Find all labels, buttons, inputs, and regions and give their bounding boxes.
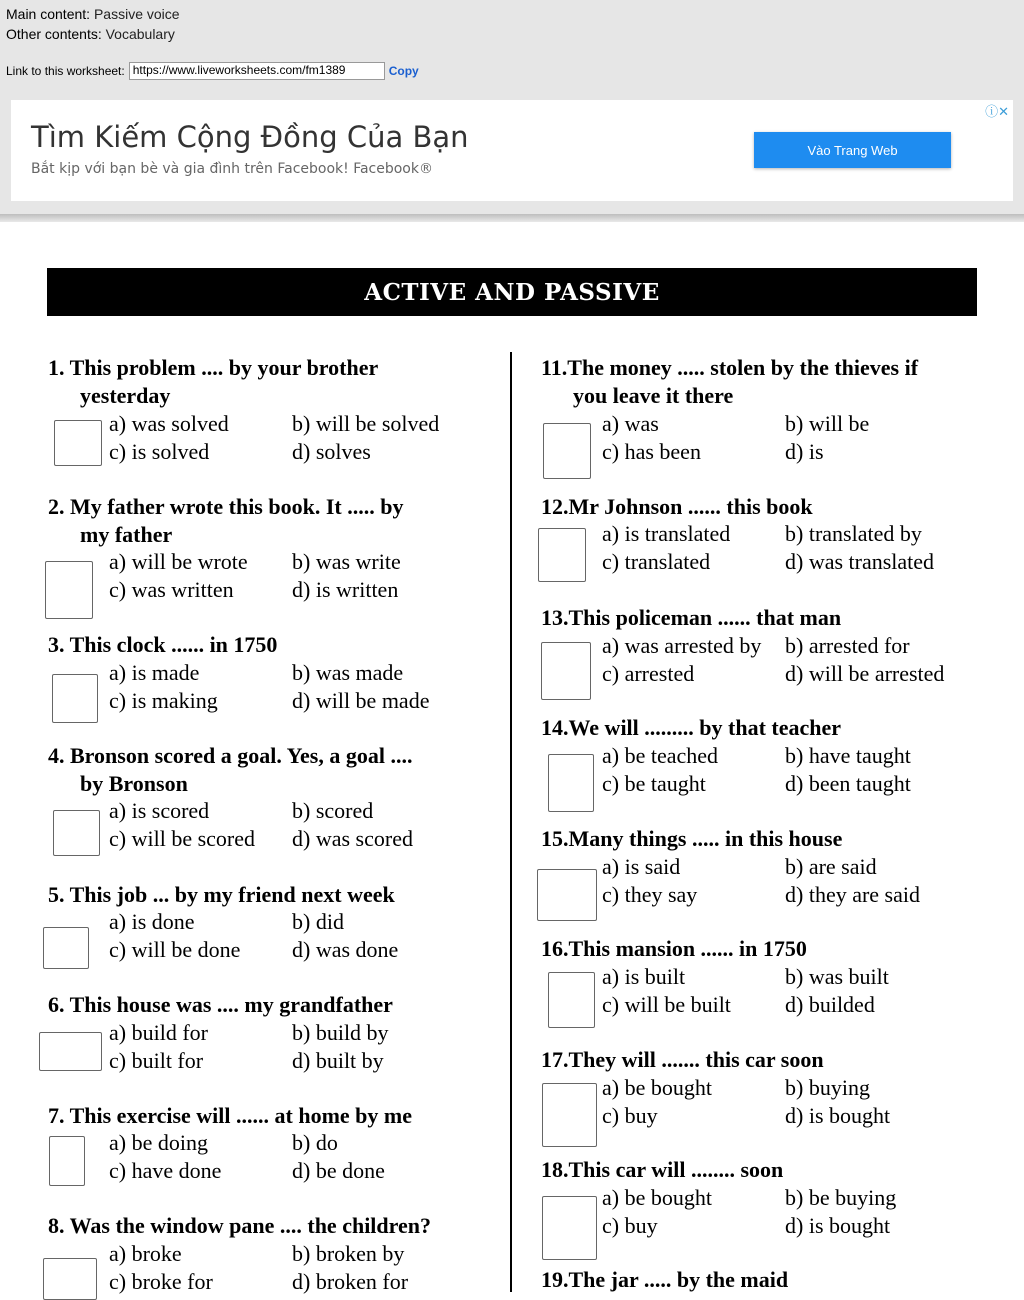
option-c: c) broke for <box>109 1269 213 1294</box>
question-line: 8. Was the window pane .... the children? <box>48 1213 432 1238</box>
option-d: d) was done <box>292 937 399 962</box>
option-d: d) they are said <box>785 882 920 907</box>
option-d: d) is written <box>292 577 399 602</box>
option-c: c) they say <box>602 882 698 907</box>
question-17-text <box>541 1046 824 1074</box>
option-d: d) builded <box>785 992 875 1017</box>
option-b: b) translated by <box>785 521 922 546</box>
option-a: a) is made <box>109 660 200 685</box>
question-line: 18.This car will ........ soon <box>541 1157 784 1182</box>
answer-box[interactable] <box>43 927 89 969</box>
option-b: b) buying <box>785 1075 870 1100</box>
question-18-text <box>541 1156 783 1184</box>
answer-box[interactable] <box>543 423 591 479</box>
option-c: c) buy <box>602 1103 658 1128</box>
question-4-text <box>48 742 412 798</box>
option-b: b) have taught <box>785 743 911 768</box>
option-a: a) was solved <box>109 411 229 436</box>
option-b: b) did <box>292 909 344 934</box>
answer-box[interactable] <box>52 674 98 723</box>
option-c: c) is solved <box>109 439 210 464</box>
question-7-text <box>48 1102 412 1130</box>
option-a: a) is done <box>109 909 195 934</box>
option-b: b) broken by <box>292 1241 405 1266</box>
question-13-text <box>541 604 841 632</box>
option-d: d) is bought <box>785 1103 891 1128</box>
answer-box[interactable] <box>538 528 586 582</box>
answer-box[interactable] <box>542 1196 597 1260</box>
question-line: 5. This job ... by my friend next week <box>48 882 395 907</box>
option-a: a) was arrested by <box>602 633 762 658</box>
ad-title[interactable]: Tìm Kiếm Cộng Đồng Của Bạn <box>31 120 469 154</box>
header-shadow <box>0 214 1024 222</box>
option-c: c) buy <box>602 1213 658 1238</box>
question-12-text <box>541 493 813 521</box>
option-d: d) is bought <box>785 1213 891 1238</box>
question-line: 11.The money ..... stolen by the thieves if <box>541 355 919 380</box>
option-b: b) arrested for <box>785 633 910 658</box>
option-c: c) built for <box>109 1048 204 1073</box>
main-content-value: Passive voice <box>93 6 180 22</box>
option-a: a) will be wrote <box>109 549 248 574</box>
question-line: 15.Many things ..... in this house <box>541 826 843 851</box>
question-2-text <box>48 493 403 549</box>
question-8-text <box>48 1212 431 1240</box>
question-line: 14.We will ......... by that teacher <box>541 715 842 740</box>
option-c: c) will be scored <box>109 826 255 851</box>
option-d: d) was scored <box>292 826 413 851</box>
question-line: 2. My father wrote this book. It ..... by <box>48 494 404 519</box>
option-b: b) scored <box>292 798 374 823</box>
option-a: a) broke <box>109 1241 182 1266</box>
question-line: 16.This mansion ...... in 1750 <box>541 936 807 961</box>
option-d: d) been taught <box>785 771 911 796</box>
option-c: c) has been <box>602 439 701 464</box>
option-a: a) be doing <box>109 1130 208 1155</box>
question-line: 7. This exercise will ...... at home by me <box>48 1103 412 1128</box>
option-c: c) will be done <box>109 937 241 962</box>
question-11-text <box>541 354 918 410</box>
answer-box[interactable] <box>542 1083 597 1147</box>
option-d: d) was translated <box>785 549 935 574</box>
option-d: d) built by <box>292 1048 384 1073</box>
question-line: 13.This policeman ...... that man <box>541 605 842 630</box>
option-a: a) is built <box>602 964 686 989</box>
option-c: c) be taught <box>602 771 706 796</box>
option-b: b) was made <box>292 660 404 685</box>
option-d: d) solves <box>292 439 371 464</box>
answer-box[interactable] <box>53 810 100 856</box>
question-line: 3. This clock ...... in 1750 <box>48 632 278 657</box>
answer-box[interactable] <box>541 642 591 700</box>
other-content-row <box>6 26 175 42</box>
ad-close-icon[interactable]: ⓘ✕ <box>985 104 1009 119</box>
option-b: b) was built <box>785 964 889 989</box>
option-a: a) was <box>602 411 659 436</box>
ad-visit-button[interactable]: Vào Trang Web <box>754 132 951 168</box>
question-line: you leave it there <box>573 383 734 408</box>
option-c: c) translated <box>602 549 711 574</box>
worksheet-info-bar <box>0 0 1024 222</box>
question-line: my father <box>80 522 173 547</box>
option-b: b) will be <box>785 411 870 436</box>
option-d: d) is <box>785 439 824 464</box>
option-a: a) be bought <box>602 1075 712 1100</box>
worksheet-title: ACTIVE AND PASSIVE <box>47 268 977 316</box>
option-b: b) will be solved <box>292 411 440 436</box>
question-19-text <box>541 1266 788 1294</box>
answer-box[interactable] <box>537 869 597 921</box>
option-a: a) is said <box>602 854 681 879</box>
question-line: 6. This house was .... my grandfather <box>48 992 393 1017</box>
question-line: 17.They will ....... this car soon <box>541 1047 824 1072</box>
option-c: c) was written <box>109 577 234 602</box>
other-content-value: Vocabulary <box>105 26 175 42</box>
question-6-text <box>48 991 393 1019</box>
main-content-row <box>6 6 180 22</box>
option-a: a) be bought <box>602 1185 712 1210</box>
question-3-text <box>48 631 277 659</box>
option-d: d) broken for <box>292 1269 409 1294</box>
question-1-text <box>48 354 378 410</box>
option-b: b) do <box>292 1130 338 1155</box>
worksheet-link-row <box>6 62 419 80</box>
ad-banner[interactable] <box>11 100 1013 201</box>
option-b: b) are said <box>785 854 877 879</box>
option-a: a) be teached <box>602 743 719 768</box>
question-15-text <box>541 825 842 853</box>
answer-box[interactable] <box>54 420 102 466</box>
question-16-text <box>541 935 807 963</box>
question-line: 1. This problem .... by your brother <box>48 355 379 380</box>
option-b: b) be buying <box>785 1185 897 1210</box>
question-line: by Bronson <box>80 771 188 796</box>
option-c: c) arrested <box>602 661 695 686</box>
answer-box[interactable] <box>49 1136 85 1186</box>
question-line: yesterday <box>80 383 171 408</box>
other-content-label: Other contents: <box>6 26 102 42</box>
option-c: c) will be built <box>602 992 731 1017</box>
answer-box[interactable] <box>43 1258 97 1300</box>
option-d: d) will be made <box>292 688 430 713</box>
option-a: a) is translated <box>602 521 731 546</box>
worksheet-link-input[interactable]: https://www.liveworksheets.com/fm1389 <box>129 62 385 80</box>
column-divider <box>510 352 512 1292</box>
answer-box[interactable] <box>39 1032 102 1071</box>
copy-link-button[interactable]: Copy <box>388 64 419 78</box>
option-a: a) is scored <box>109 798 210 823</box>
option-d: d) be done <box>292 1158 385 1183</box>
question-14-text <box>541 714 841 742</box>
question-5-text <box>48 881 395 909</box>
ad-subtitle: Bắt kịp với bạn bè và gia đình trên Facebook! Facebook® <box>31 161 433 177</box>
option-d: d) will be arrested <box>785 661 945 686</box>
answer-box[interactable] <box>548 754 594 812</box>
link-label: Link to this worksheet: <box>6 64 125 78</box>
question-line: 19.The jar ..... by the maid <box>541 1267 789 1292</box>
question-line: 4. Bronson scored a goal. Yes, a goal .... <box>48 743 413 768</box>
option-b: b) was write <box>292 549 401 574</box>
question-line: 12.Mr Johnson ...... this book <box>541 494 813 519</box>
main-content-label: Main content: <box>6 6 91 22</box>
option-c: c) have done <box>109 1158 222 1183</box>
answer-box[interactable] <box>548 972 595 1028</box>
option-b: b) build by <box>292 1020 389 1045</box>
option-a: a) build for <box>109 1020 208 1045</box>
option-c: c) is making <box>109 688 218 713</box>
answer-box[interactable] <box>45 561 93 619</box>
